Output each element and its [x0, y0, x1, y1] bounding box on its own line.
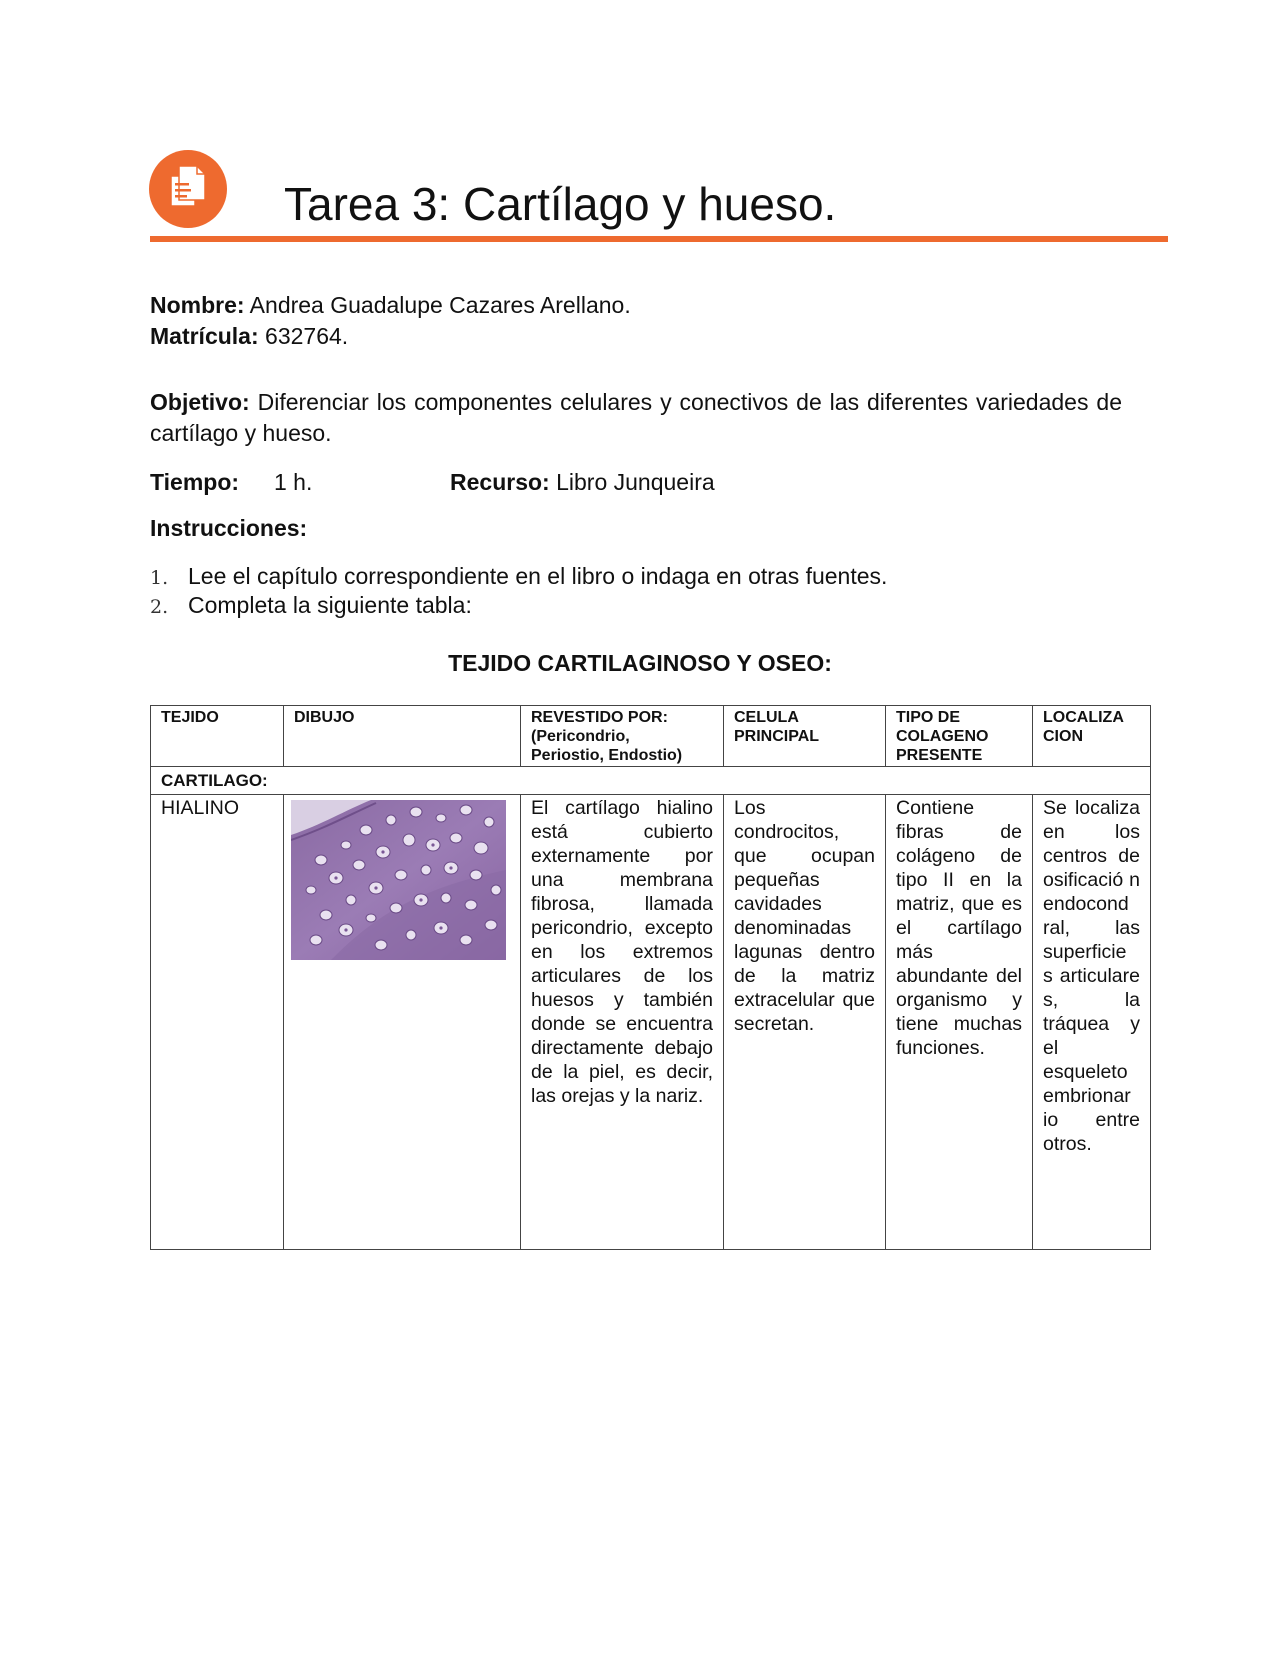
resource-value: Libro Junqueira — [549, 469, 715, 495]
objective-label: Objetivo: — [150, 389, 250, 415]
cell-tejido: HIALINO — [151, 795, 284, 1250]
header-revestido-line: REVESTIDO POR: — [531, 709, 668, 726]
name-value: Andrea Guadalupe Cazares Arellano. — [244, 292, 631, 318]
header-celula-line: CELULA — [734, 709, 799, 726]
header-colageno-line: PRESENTE — [896, 747, 983, 764]
cell-dibujo — [284, 795, 521, 1250]
header-tejido: TEJIDO — [151, 706, 284, 767]
time-value: 1 h. — [274, 469, 313, 495]
header-colageno-line: TIPO DE — [896, 709, 961, 726]
id-value: 632764. — [258, 323, 349, 349]
time-label: Tiempo: — [150, 469, 240, 495]
list-text: Completa la siguiente tabla: — [188, 592, 472, 618]
cell-celula: Los condrocitos, que ocupan pequeñas cavidades denominadas lagunas dentro de la matriz extracelular que secretan. — [724, 795, 886, 1250]
page-title: Tarea 3: Cartílago y hueso. — [284, 178, 837, 230]
header-revestido — [521, 706, 724, 767]
student-name — [150, 290, 631, 320]
title-underline — [150, 236, 1168, 242]
header-dibujo: DIBUJO — [284, 706, 521, 767]
list-item — [150, 561, 887, 593]
table-title: TEJIDO CARTILAGINOSO Y OSEO: — [448, 650, 832, 676]
section-label: CARTILAGO: — [151, 767, 1151, 795]
objective-text: Diferenciar los componentes celulares y conectivos de las diferentes variedades de cartílago y hueso. — [150, 389, 1122, 446]
table-header-row — [151, 706, 1151, 767]
hyaline-cartilage-micrograph — [291, 800, 506, 960]
header-localizacion — [1033, 706, 1151, 767]
tissue-table — [150, 705, 1151, 1250]
header-celula — [724, 706, 886, 767]
resource-line — [450, 467, 715, 497]
header-localizacion-line: CION — [1043, 728, 1083, 745]
cell-revestido: El cartílago hialino está cubierto externamente por una membrana fibrosa, llamada pericondrio, excepto en los extremos articulares de los huesos y también donde se encuentra directamente debajo de la piel, es decir, las orejas y la nariz. — [521, 795, 724, 1250]
instructions-label: Instrucciones: — [150, 515, 308, 541]
instructions-heading — [150, 513, 307, 543]
resource-label: Recurso: — [450, 469, 550, 495]
header-localizacion-line: LOCALIZA — [1043, 709, 1124, 726]
list-number: 2. — [150, 596, 169, 618]
list-item — [150, 590, 472, 622]
list-number: 1. — [150, 567, 169, 589]
document-copy-icon — [149, 150, 227, 228]
header-revestido-line: (Pericondrio, — [531, 728, 630, 745]
student-id — [150, 321, 348, 351]
list-text: Lee el capítulo correspondiente en el libro o indaga en otras fuentes. — [188, 563, 888, 589]
cell-colageno: Contiene fibras de colágeno de tipo II en la matriz, que es el cartílago más abundante del organismo y tiene muchas funciones. — [886, 795, 1033, 1250]
header-revestido-line: Periostio, Endostio) — [531, 747, 683, 764]
table-section-row — [151, 767, 1151, 795]
header-colageno — [886, 706, 1033, 767]
table-row — [151, 795, 1151, 1250]
id-label: Matrícula: — [150, 323, 259, 349]
time-line — [150, 467, 239, 497]
name-label: Nombre: — [150, 292, 245, 318]
cell-localizacion: Se localiza en los centros de osificació n endocond ral, las superficie s articulare s, la tráquea y el esqueleto embrionar io entre otros. — [1033, 795, 1151, 1250]
header-celula-line: PRINCIPAL — [734, 728, 820, 745]
objective-paragraph — [150, 387, 1122, 449]
header-colageno-line: COLAGENO — [896, 728, 989, 745]
